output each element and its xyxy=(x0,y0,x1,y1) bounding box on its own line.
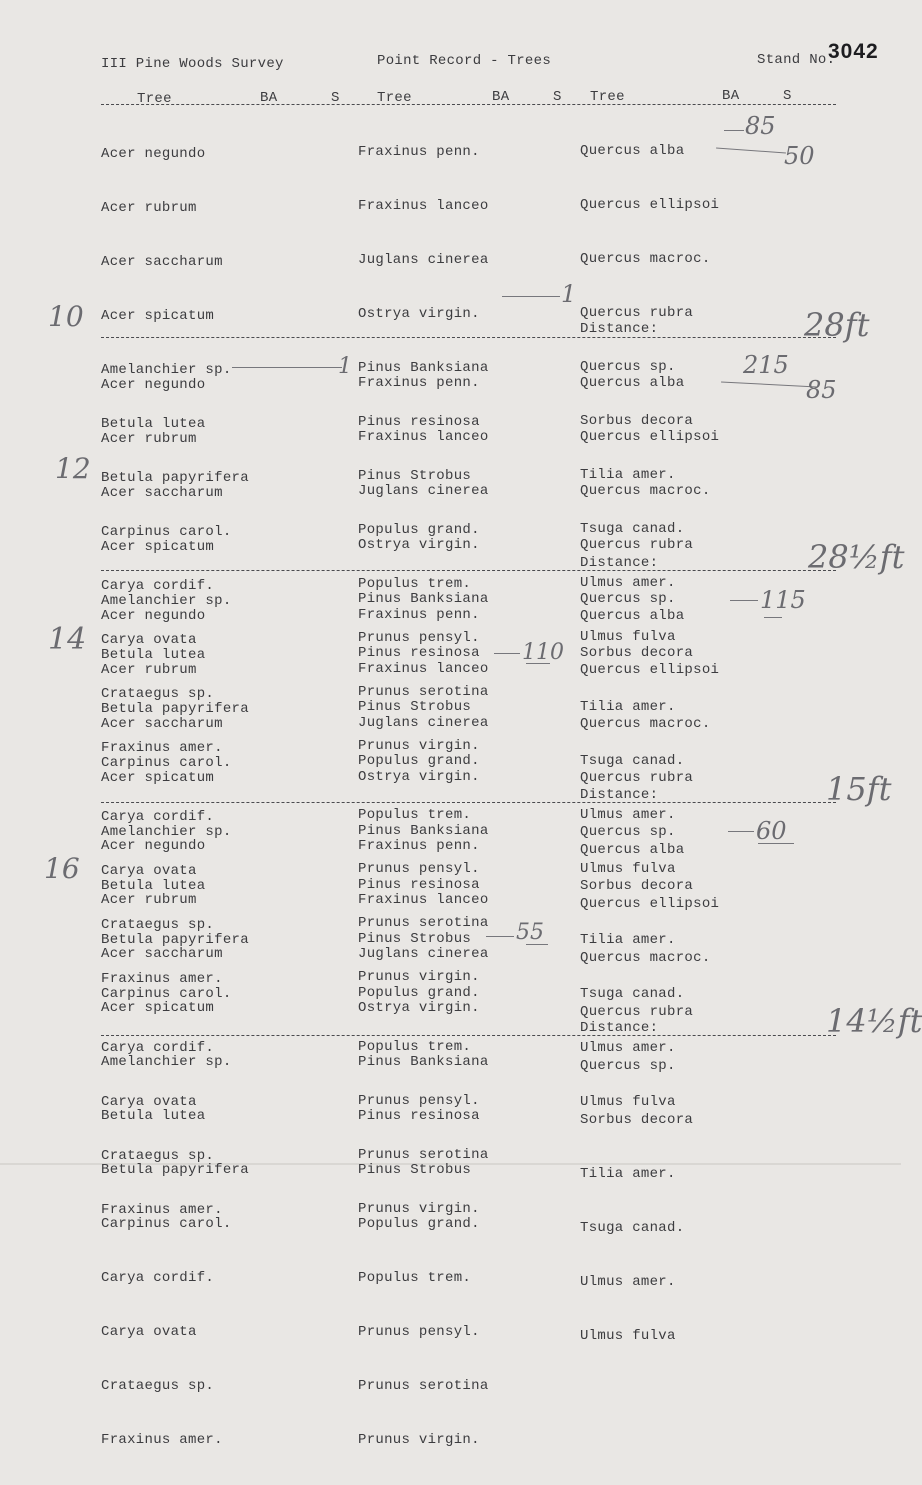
species-item: Pinus resinosa xyxy=(358,414,480,430)
species-item: Fraxinus penn. xyxy=(358,144,480,160)
survey-title: III Pine Woods Survey xyxy=(101,56,284,72)
species-item: Pinus Strobus xyxy=(358,931,472,947)
species-item: Pinus resinosa xyxy=(358,1108,480,1124)
species-item: Juglans cinerea xyxy=(358,252,489,268)
species-item: Amelanchier sp. xyxy=(101,362,232,378)
species-item: Acer saccharum xyxy=(101,716,223,732)
tally-stroke xyxy=(502,296,560,297)
species-item: Populus grand. xyxy=(358,985,480,1001)
tally-stroke xyxy=(724,130,744,131)
species-item: Quercus sp. xyxy=(580,824,676,840)
species-item: Quercus alba xyxy=(580,608,685,624)
species-item: Populus grand. xyxy=(358,753,480,769)
species-item: Crataegus sp. xyxy=(101,686,215,702)
header-rule xyxy=(101,104,836,105)
col2-tree-header: Tree xyxy=(377,90,412,106)
tally-stroke xyxy=(730,600,758,601)
species-item: Prunus virgin. xyxy=(358,738,480,754)
species-item: Ulmus fulva xyxy=(580,1094,676,1110)
species-item: Acer saccharum xyxy=(101,485,223,501)
species-item: Acer rubrum xyxy=(101,892,197,908)
species-item: Pinus Strobus xyxy=(358,699,472,715)
species-item: Fraxinus amer. xyxy=(101,1432,223,1448)
species-item: Crataegus sp. xyxy=(101,917,215,933)
species-item: Quercus macroc. xyxy=(580,483,711,499)
species-item: Carpinus carol. xyxy=(101,755,232,771)
species-item: Prunus virgin. xyxy=(358,969,480,985)
species-item: Populus trem. xyxy=(358,807,472,823)
species-item: Prunus virgin. xyxy=(358,1201,480,1217)
distance-label: Distance: xyxy=(580,787,659,803)
tally-stroke xyxy=(716,148,786,154)
species-item: Carya cordif. xyxy=(101,578,215,594)
species-item: Acer negundo xyxy=(101,377,206,393)
species-item: Betula papyrifera xyxy=(101,470,249,486)
species-item: Juglans cinerea xyxy=(358,946,489,962)
species-item: Carpinus carol. xyxy=(101,524,232,540)
species-item: Populus trem. xyxy=(358,1039,472,1055)
species-item: Acer saccharum xyxy=(101,946,223,962)
species-item: Quercus rubra xyxy=(580,770,694,786)
species-item: Pinus Strobus xyxy=(358,468,472,484)
species-item: Pinus Banksiana xyxy=(358,823,489,839)
species-item: Quercus rubra xyxy=(580,1004,694,1020)
col3-ba-header: BA xyxy=(722,88,740,104)
tally-stroke xyxy=(758,843,794,844)
tally-note: 55 xyxy=(516,920,544,945)
tally-stroke xyxy=(526,663,550,664)
species-item: Sorbus decora xyxy=(580,413,694,429)
species-item: Quercus alba xyxy=(580,842,685,858)
species-item: Amelanchier sp. xyxy=(101,824,232,840)
tally-note: 110 xyxy=(522,640,564,665)
stand-label: Stand No. xyxy=(757,52,836,68)
species-item: Fraxinus lanceo xyxy=(358,198,489,214)
tally-note: 215 xyxy=(743,351,789,379)
tally-note: 60 xyxy=(756,817,787,845)
tally-note: 1 xyxy=(561,280,577,308)
species-item: Fraxinus penn. xyxy=(358,607,480,623)
species-item: Juglans cinerea xyxy=(358,715,489,731)
species-item: Prunus pensyl. xyxy=(358,1324,480,1340)
distance-label: Distance: xyxy=(580,321,659,337)
species-item: Quercus sp. xyxy=(580,359,676,375)
species-item: Pinus resinosa xyxy=(358,877,480,893)
species-item: Carya ovata xyxy=(101,632,197,648)
distance-label: Distance: xyxy=(580,555,659,571)
species-item: Ulmus amer. xyxy=(580,575,676,591)
species-item: Populus trem. xyxy=(358,576,472,592)
species-item: Sorbus decora xyxy=(580,645,694,661)
species-item: Carya cordif. xyxy=(101,1270,215,1286)
species-item: Sorbus decora xyxy=(580,878,694,894)
stand-number-stamp: 3042 xyxy=(828,40,879,63)
species-item: Carya ovata xyxy=(101,863,197,879)
tally-stroke xyxy=(526,944,548,945)
species-item: Ulmus amer. xyxy=(580,1274,676,1290)
species-item: Fraxinus penn. xyxy=(358,375,480,391)
species-item: Amelanchier sp. xyxy=(101,593,232,609)
species-item: Carya cordif. xyxy=(101,1040,215,1056)
species-item: Fraxinus amer. xyxy=(101,1202,223,1218)
species-item: Acer negundo xyxy=(101,838,206,854)
point-number: 10 xyxy=(48,300,84,333)
tally-stroke xyxy=(728,831,754,832)
tally-stroke xyxy=(232,367,342,368)
species-item: Quercus rubra xyxy=(580,537,694,553)
species-item: Carpinus carol. xyxy=(101,986,232,1002)
species-item: Acer spicatum xyxy=(101,539,215,555)
species-item: Tsuga canad. xyxy=(580,986,685,1002)
record-title: Point Record - Trees xyxy=(377,53,552,69)
species-item: Prunus pensyl. xyxy=(358,1093,480,1109)
species-item: Ulmus amer. xyxy=(580,1040,676,1056)
species-item: Quercus ellipsoi xyxy=(580,197,720,213)
species-item: Crataegus sp. xyxy=(101,1148,215,1164)
species-item: Tilia amer. xyxy=(580,467,676,483)
species-item: Pinus Banksiana xyxy=(358,591,489,607)
species-item: Ulmus fulva xyxy=(580,861,676,877)
tally-stroke xyxy=(764,617,782,618)
species-item: Ostrya virgin. xyxy=(358,537,480,553)
species-item: Acer negundo xyxy=(101,146,206,162)
species-item: Betula papyrifera xyxy=(101,701,249,717)
tally-note: 85 xyxy=(745,112,776,140)
species-item: Carya cordif. xyxy=(101,809,215,825)
col1-ba-header: BA xyxy=(260,90,278,106)
section-rule xyxy=(101,1035,836,1036)
species-item: Tilia amer. xyxy=(580,1166,676,1182)
species-item: Betula lutea xyxy=(101,416,206,432)
species-item: Quercus alba xyxy=(580,375,685,391)
species-item: Carya ovata xyxy=(101,1094,197,1110)
species-item: Prunus virgin. xyxy=(358,1432,480,1448)
point-number: 14 xyxy=(48,622,87,657)
species-item: Quercus ellipsoi xyxy=(580,662,720,678)
tally-note: 1 xyxy=(338,354,352,379)
species-item: Fraxinus lanceo xyxy=(358,429,489,445)
species-item: Sorbus decora xyxy=(580,1112,694,1128)
species-item: Quercus alba xyxy=(580,143,685,159)
species-item: Acer spicatum xyxy=(101,308,215,324)
distance-value: 28ft xyxy=(804,306,870,344)
species-item: Acer rubrum xyxy=(101,431,197,447)
col2-s-header: S xyxy=(553,89,562,105)
species-item: Prunus pensyl. xyxy=(358,630,480,646)
species-item: Populus trem. xyxy=(358,1270,472,1286)
tally-stroke xyxy=(486,936,514,937)
col3-tree-header: Tree xyxy=(590,89,625,105)
species-item: Fraxinus lanceo xyxy=(358,661,489,677)
species-item: Ostrya virgin. xyxy=(358,1000,480,1016)
species-item: Prunus serotina xyxy=(358,915,489,931)
species-item: Betula lutea xyxy=(101,1108,206,1124)
species-item: Quercus sp. xyxy=(580,1058,676,1074)
species-item: Fraxinus lanceo xyxy=(358,892,489,908)
species-item: Tsuga canad. xyxy=(580,521,685,537)
species-list-col3 xyxy=(580,805,719,1381)
species-item: Populus grand. xyxy=(358,1216,480,1232)
col2-ba-header: BA xyxy=(492,89,510,105)
species-item: Crataegus sp. xyxy=(101,1378,215,1394)
species-item: Carpinus carol. xyxy=(101,1216,232,1232)
species-item: Ulmus fulva xyxy=(580,1328,676,1344)
species-item: Pinus resinosa xyxy=(358,645,480,661)
species-item: Tilia amer. xyxy=(580,932,676,948)
species-item: Pinus Strobus xyxy=(358,1162,472,1178)
species-item: Acer spicatum xyxy=(101,1000,215,1016)
species-item: Pinus Banksiana xyxy=(358,1054,489,1070)
species-item: Ostrya virgin. xyxy=(358,306,480,322)
species-item: Acer negundo xyxy=(101,608,206,624)
distance-label: Distance: xyxy=(580,1020,659,1036)
species-item: Acer spicatum xyxy=(101,770,215,786)
species-item: Quercus sp. xyxy=(580,591,676,607)
species-item: Juglans cinerea xyxy=(358,483,489,499)
species-item: Acer rubrum xyxy=(101,200,197,216)
species-item: Pinus Banksiana xyxy=(358,360,489,376)
species-item: Quercus macroc. xyxy=(580,716,711,732)
tally-note: 50 xyxy=(784,142,815,170)
species-item: Quercus rubra xyxy=(580,305,694,321)
species-item: Quercus macroc. xyxy=(580,950,711,966)
species-item: Fraxinus amer. xyxy=(101,740,223,756)
species-item: Acer rubrum xyxy=(101,662,197,678)
tally-note: 115 xyxy=(760,586,806,614)
distance-value: 28½ft xyxy=(808,538,905,576)
species-item: Prunus serotina xyxy=(358,684,489,700)
species-item: Tsuga canad. xyxy=(580,753,685,769)
species-item: Amelanchier sp. xyxy=(101,1054,232,1070)
distance-value: 14½ft xyxy=(826,1002,922,1040)
species-item: Fraxinus penn. xyxy=(358,838,480,854)
species-item: Ostrya virgin. xyxy=(358,769,480,785)
species-list-col2 xyxy=(358,801,489,1485)
species-item: Betula lutea xyxy=(101,647,206,663)
species-list-col1 xyxy=(101,801,249,1485)
species-item: Fraxinus amer. xyxy=(101,971,223,987)
tally-stroke xyxy=(494,653,520,654)
species-item: Ulmus amer. xyxy=(580,807,676,823)
species-item: Betula papyrifera xyxy=(101,932,249,948)
col1-s-header: S xyxy=(331,90,340,106)
col3-s-header: S xyxy=(783,88,792,104)
species-item: Tilia amer. xyxy=(580,699,676,715)
species-item: Quercus ellipsoi xyxy=(580,896,720,912)
tally-note: 85 xyxy=(806,376,837,404)
species-item: Acer saccharum xyxy=(101,254,223,270)
species-item: Betula lutea xyxy=(101,878,206,894)
species-item: Ulmus fulva xyxy=(580,629,676,645)
species-item: Prunus serotina xyxy=(358,1147,489,1163)
species-item: Quercus ellipsoi xyxy=(580,429,720,445)
species-item: Tsuga canad. xyxy=(580,1220,685,1236)
species-item: Carya ovata xyxy=(101,1324,197,1340)
tally-stroke xyxy=(721,381,817,387)
point-number: 16 xyxy=(44,852,80,885)
species-item: Populus grand. xyxy=(358,522,480,538)
distance-value: 15ft xyxy=(826,770,892,808)
species-item: Prunus serotina xyxy=(358,1378,489,1394)
species-item: Quercus macroc. xyxy=(580,251,711,267)
point-number: 12 xyxy=(55,452,91,485)
col1-tree-header: Tree xyxy=(137,91,172,107)
species-item: Betula papyrifera xyxy=(101,1162,249,1178)
species-item: Prunus pensyl. xyxy=(358,861,480,877)
